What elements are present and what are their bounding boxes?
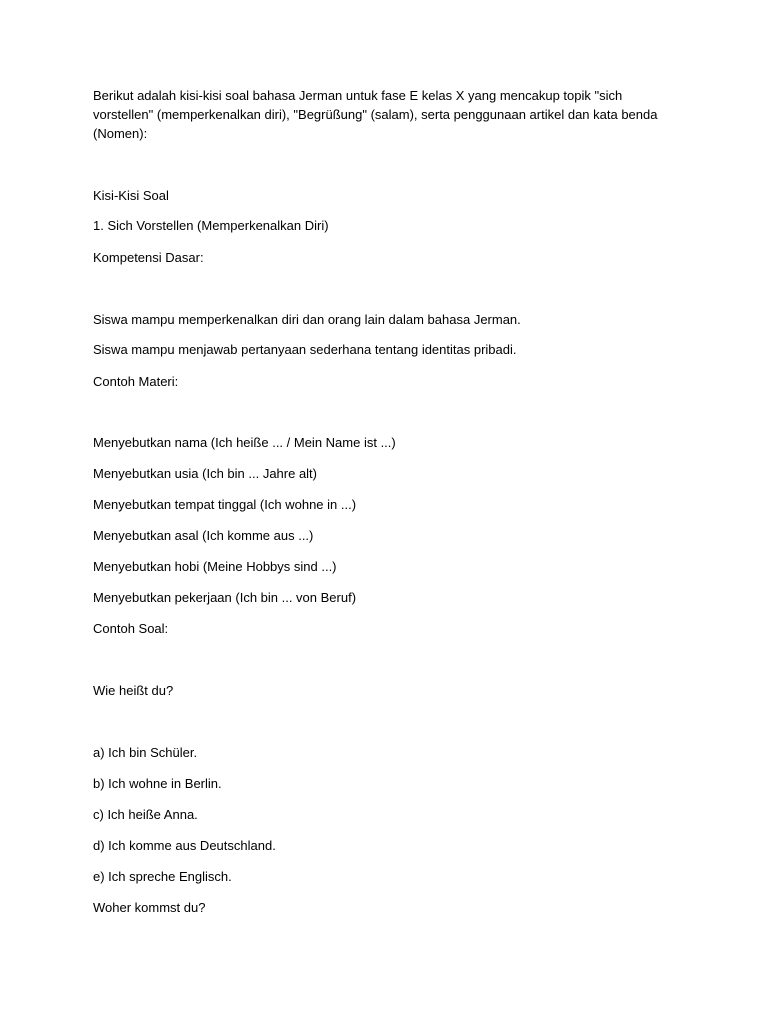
materi-item: Menyebutkan usia (Ich bin ... Jahre alt) — [93, 466, 318, 481]
materi-item: Menyebutkan asal (Ich komme aus ...) — [93, 528, 314, 543]
answer-option: a) Ich bin Schüler. — [93, 745, 198, 760]
answer-option: b) Ich wohne in Berlin. — [93, 776, 222, 791]
kompetensi-label: Kompetensi Dasar: — [93, 250, 204, 265]
materi-item: Menyebutkan tempat tinggal (Ich wohne in ...) — [93, 497, 357, 512]
question-text: Wie heißt du? — [93, 683, 174, 698]
soal-label: Contoh Soal: — [93, 621, 169, 636]
kompetensi-item: Siswa mampu memperkenalkan diri dan orang lain dalam bahasa Jerman. — [93, 312, 521, 327]
answer-option: c) Ich heiße Anna. — [93, 807, 198, 822]
section-title: 1. Sich Vorstellen (Memperkenalkan Diri) — [93, 218, 329, 233]
kompetensi-item: Siswa mampu menjawab pertanyaan sederhana tentang identitas pribadi. — [93, 342, 517, 357]
answer-option: d) Ich komme aus Deutschland. — [93, 838, 276, 853]
materi-item: Menyebutkan nama (Ich heiße ... / Mein Name ist ...) — [93, 435, 396, 450]
materi-item: Menyebutkan pekerjaan (Ich bin ... von Beruf) — [93, 590, 357, 605]
materi-label: Contoh Materi: — [93, 374, 179, 389]
question-text: Woher kommst du? — [93, 900, 206, 915]
intro-paragraph: Berikut adalah kisi-kisi soal bahasa Jerman untuk fase E kelas X yang mencakup topik "sich vorstellen" (memperkenalkan diri), "Begrüßung" (salam), serta penggunaan artikel dan kata benda (Nomen): — [93, 88, 658, 141]
heading-kisi-kisi: Kisi-Kisi Soal — [93, 188, 169, 203]
materi-item: Menyebutkan hobi (Meine Hobbys sind ...) — [93, 559, 337, 574]
answer-option: e) Ich spreche Englisch. — [93, 869, 232, 884]
